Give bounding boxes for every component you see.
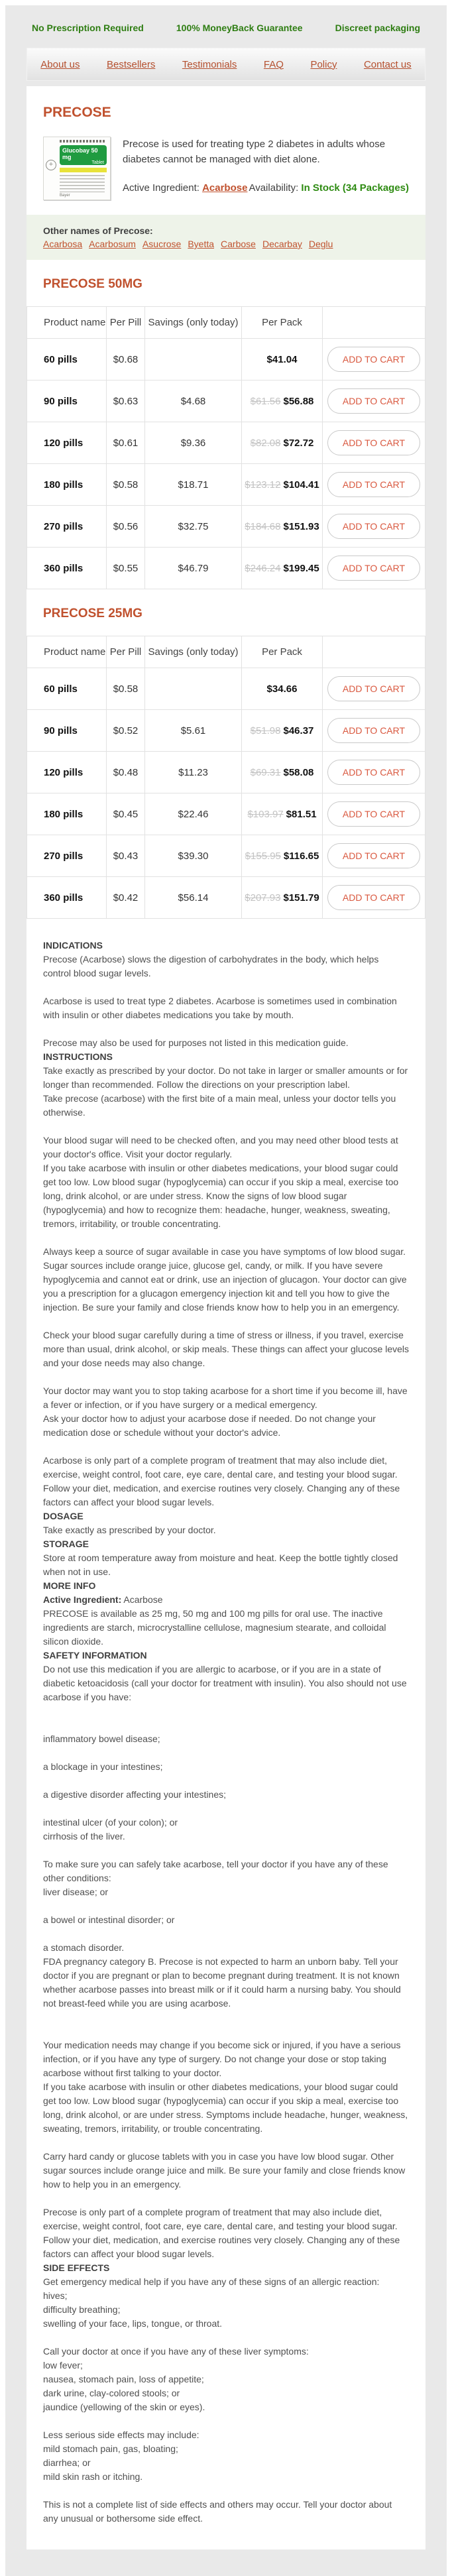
pricing-section-50mg (27, 260, 425, 589)
nav-link-policy[interactable]: Policy (310, 58, 337, 70)
product-name-cell: 120 pills (27, 422, 107, 464)
description-line: swelling of your face, lips, tongue, or throat. (43, 2318, 223, 2329)
per-pill-cell: $0.61 (107, 422, 145, 464)
add-to-cart-button[interactable]: ADD TO CART (327, 885, 420, 910)
add-to-cart-button[interactable]: ADD TO CART (327, 760, 420, 785)
product-name-cell: 90 pills (27, 381, 107, 422)
description-line: cirrhosis of the liver. (43, 1831, 125, 1842)
description-line (43, 1802, 409, 1816)
active-ingredient (123, 182, 247, 194)
nav-link-contact-us[interactable]: Contact us (363, 58, 412, 70)
description-line: Precose (Acarbose) slows the digestion of carbohydrates in the body, which helps control blood sugar levels. (43, 954, 379, 978)
nav-link-testimonials[interactable]: Testimonials (182, 58, 237, 70)
savings-cell: $4.68 (145, 381, 242, 422)
pack-price: $151.79 (283, 892, 319, 904)
savings-cell: $56.14 (145, 877, 242, 919)
other-names-strip (27, 215, 425, 260)
availability (249, 182, 409, 194)
savings-cell: $11.23 (145, 752, 242, 793)
per-pill-cell: $0.56 (107, 506, 145, 548)
top-claims-bar (27, 15, 425, 41)
description-section-heading: DOSAGE (43, 1511, 84, 1521)
price-row (27, 339, 425, 381)
pricing-table (27, 636, 425, 919)
old-price: $103.97 (247, 808, 284, 820)
description-line: Check your blood sugar carefully during a time of stress or illness, if you travel, exercise more than usual, drink alcohol, or skip meals. These things can affect your glucose levels and your dose needs may also change. (43, 1330, 409, 1368)
top-bar-claim: No Prescription Required (32, 23, 144, 33)
per-pack-cell (242, 752, 323, 793)
description-line: liver disease; or (43, 1887, 109, 1897)
description-line (43, 1844, 409, 1857)
box-yellow-stripe (60, 168, 107, 172)
button-cell (323, 506, 425, 548)
description-line (43, 1704, 409, 1718)
description-line (43, 1899, 409, 1913)
per-pack-cell (242, 835, 323, 877)
savings-cell: $39.30 (145, 835, 242, 877)
top-bar-claim: 100% MoneyBack Guarantee (176, 23, 303, 33)
per-pill-cell: $0.48 (107, 752, 145, 793)
description-line: mild skin rash or itching. (43, 2471, 143, 2482)
button-cell (323, 877, 425, 919)
description-line: a stomach disorder. (43, 1942, 125, 1953)
description-line (43, 2484, 409, 2498)
pricing-table (27, 306, 425, 589)
description-line (43, 980, 409, 994)
description-line (43, 1927, 409, 1941)
description-line: Less serious side effects may include: (43, 2430, 199, 2440)
savings-cell (145, 668, 242, 710)
column-header: Per Pack (242, 636, 323, 668)
description-line: If you take acarbose with insulin or other diabetes medications, your blood sugar could get too low. Low blood sugar (hypoglycemia) can occur if you skip a meal, exercise too long, drink alcohol, or are under stress. Symptoms include headache, hunger, weakness, sweating, tremors, irritability, or trouble concentrating. (43, 2081, 408, 2134)
button-cell (323, 793, 425, 835)
description-line: To make sure you can safely take acarbose, tell your doctor if you have any of these other conditions: (43, 1859, 388, 1883)
add-to-cart-button[interactable]: ADD TO CART (327, 472, 420, 497)
per-pill-cell: $0.63 (107, 381, 145, 422)
old-price: $61.56 (250, 395, 281, 407)
pack-price: $104.41 (283, 479, 319, 491)
button-cell (323, 381, 425, 422)
description-line: Your medication needs may change if you become sick or injured, if you have a serious infection, or if you have any type of surgery. Do not change your dose or stop taking acarbose without first talking to your doctor. (43, 2040, 401, 2078)
description-line: Your blood sugar will need to be checked often, and you may need other blood tests at your doctor's office. Visit your doctor regularly. (43, 1135, 398, 1159)
box-label (60, 145, 107, 165)
description-line: Call your doctor at once if you have any of these liver symptoms: (43, 2346, 309, 2357)
description-line: Carry hard candy or glucose tablets with you in case you have low blood sugar. Other sugar sources include orange juice and milk. Be sure your family and close friends know how to help you in an emergency. (43, 2151, 406, 2190)
per-pill-cell: $0.58 (107, 668, 145, 710)
button-cell (323, 464, 425, 506)
price-row (27, 381, 425, 422)
product-name-cell: 180 pills (27, 464, 107, 506)
other-name-link[interactable]: Acarbosa (43, 239, 83, 249)
old-price: $155.95 (245, 850, 281, 862)
pack-price: $72.72 (283, 437, 314, 449)
description-line (43, 2414, 409, 2428)
other-name-link[interactable]: Decarbay (262, 239, 302, 249)
price-row (27, 668, 425, 710)
description-line (43, 1440, 409, 1454)
pack-price: $46.37 (283, 725, 314, 736)
add-to-cart-button[interactable]: ADD TO CART (327, 676, 420, 701)
description-line: Always keep a source of sugar available in case you have symptoms of low blood sugar. Sugar sources include orange juice, glucose gel, candy, or milk. If you have severe hypoglycemia and cannot eat or drink, use an injection of glucagon. Your doctor can give you a prescription for a glucagon emergency injection kit and tell you how to give the injection. Be sure your family and close friends know how to help you in an emergency. (43, 1246, 407, 1313)
description-line: low fever; (43, 2360, 83, 2371)
price-row (27, 422, 425, 464)
description-line: jaundice (yellowing of the skin or eyes). (43, 2402, 205, 2412)
price-row (27, 793, 425, 835)
add-to-cart-button[interactable]: ADD TO CART (327, 347, 420, 372)
description-line: If you take acarbose with insulin or other diabetes medications, your blood sugar could get too low. Low blood sugar (hypoglycemia) can occur if you skip a meal, exercise too long, drink alcohol, or are under stress. Know the signs of low blood sugar (hypoglycemia) and how to recognize them: headache, hunger, weakness, sweating, tremors, irritability, or trouble concentrating. (43, 1163, 399, 1229)
other-name-link[interactable]: Asucrose (142, 239, 182, 249)
box-form-text: Tablet (91, 160, 104, 165)
price-row (27, 835, 425, 877)
column-header: Savings (only today) (145, 636, 242, 668)
box-fineprint-lines (60, 175, 105, 192)
add-to-cart-button[interactable]: ADD TO CART (327, 801, 420, 827)
savings-cell: $22.46 (145, 793, 242, 835)
nav-link-bestsellers[interactable]: Bestsellers (106, 58, 156, 70)
description-line (43, 1746, 409, 1760)
availability-value: In Stock (34 Packages) (301, 182, 409, 194)
button-cell (323, 548, 425, 589)
column-header: Per Pack (242, 307, 323, 339)
description-line (43, 2331, 409, 2345)
description-line: Take exactly as prescribed by your doctor. (43, 1525, 216, 1535)
button-cell (323, 710, 425, 752)
description-line: Acarbose is used to treat type 2 diabetes. Acarbose is sometimes used in combination with insulin or other diabetes medications you take by mouth. (43, 996, 397, 1020)
pack-price: $199.45 (283, 562, 319, 574)
product-name-cell: 90 pills (27, 710, 107, 752)
old-price: $246.24 (245, 562, 281, 574)
old-price: $207.93 (245, 892, 281, 904)
per-pill-cell: $0.68 (107, 339, 145, 381)
availability-label: Availability: (249, 182, 299, 194)
description-line: nausea, stomach pain, loss of appetite; (43, 2374, 204, 2384)
description-line: a digestive disorder affecting your intestines; (43, 1789, 227, 1800)
description-line: Ask your doctor how to adjust your acarbose dose if needed. Do not change your medication dose or schedule without your doctor's advice. (43, 1413, 376, 1438)
description-line: Take precose (acarbose) with the first bite of a main meal, unless your doctor tells you otherwise. (43, 1093, 396, 1118)
description-line: Your doctor may want you to stop taking acarbose for a short time if you become ill, have a fever or infection, or if you have surgery or a medical emergency. (43, 1385, 408, 1410)
description-line: PRECOSE is available as 25 mg, 50 mg and 100 mg pills for oral use. The inactive ingredients are starch, microcrystalline cellulose, magnesium stearate, and colloidal silicon dioxide. (43, 1608, 386, 1647)
savings-cell: $9.36 (145, 422, 242, 464)
add-to-cart-button[interactable]: ADD TO CART (327, 514, 420, 539)
per-pill-cell: $0.58 (107, 464, 145, 506)
description-line (43, 1231, 409, 1245)
description-line: Active Ingredient: Acarbose (43, 1594, 163, 1605)
price-row (27, 710, 425, 752)
add-to-cart-button[interactable]: ADD TO CART (327, 556, 420, 581)
per-pack-cell (242, 548, 323, 589)
button-cell (323, 339, 425, 381)
box-fineprint-top (60, 140, 106, 143)
per-pack-cell (242, 381, 323, 422)
per-pack-cell (242, 339, 323, 381)
description-section-heading: INDICATIONS (43, 940, 103, 951)
description-line: Store at room temperature away from moisture and heat. Keep the bottle tightly closed when not in use. (43, 1552, 398, 1577)
per-pill-cell: $0.42 (107, 877, 145, 919)
add-to-cart-button[interactable]: ADD TO CART (327, 718, 420, 743)
pack-price: $41.04 (266, 353, 298, 365)
description-line: Get emergency medical help if you have any of these signs of an allergic reaction: (43, 2276, 380, 2287)
per-pill-cell: $0.43 (107, 835, 145, 877)
pack-price: $116.65 (283, 850, 319, 862)
old-price: $184.68 (245, 520, 281, 532)
column-header: Product name (27, 307, 107, 339)
pack-price: $34.66 (266, 683, 298, 695)
product-summary (27, 134, 425, 215)
per-pill-cell: $0.55 (107, 548, 145, 589)
button-cell (323, 835, 425, 877)
description-line: FDA pregnancy category B. Precose is not expected to harm an unborn baby. Tell your doctor if you are pregnant or plan to become pregnant during treatment. It is not known whether acarbose passes into breast milk or if it could harm a nursing baby. You should not breast-feed while you are using acarbose. (43, 1956, 401, 2009)
description-line: Do not use this medication if you are allergic to acarbose, or if you are in a state of diabetic ketoacidosis (call your doctor for treatment with insulin). You also should not use acarbose if you have: (43, 1664, 407, 1702)
price-row (27, 752, 425, 793)
add-to-cart-button[interactable]: ADD TO CART (327, 388, 420, 414)
savings-cell (145, 339, 242, 381)
top-bar-claim: Discreet packaging (335, 23, 420, 33)
description-line (43, 1120, 409, 1134)
button-cell (323, 668, 425, 710)
description-line (43, 1315, 409, 1328)
product-box-image (43, 137, 111, 200)
column-header (323, 307, 425, 339)
pack-price: $151.93 (283, 520, 319, 532)
price-row (27, 877, 425, 919)
description-line (43, 2192, 409, 2205)
description-section-heading: STORAGE (43, 1539, 89, 1549)
pack-price: $81.51 (286, 808, 317, 820)
nav-link-faq[interactable]: FAQ (263, 58, 284, 70)
description-line (43, 1022, 409, 1036)
box-brand-text: Glucobay 50 mg (62, 147, 98, 160)
description-line (43, 1370, 409, 1384)
price-row (27, 464, 425, 506)
column-header: Per Pill (107, 307, 145, 339)
description-line: difficulty breathing; (43, 2304, 121, 2315)
old-price: $123.12 (245, 479, 281, 491)
per-pack-cell (242, 506, 323, 548)
product-name-cell: 360 pills (27, 548, 107, 589)
active-ingredient-label: Active Ingredient: (123, 182, 199, 194)
other-name-link[interactable]: Byetta (188, 239, 215, 249)
nav-link-about-us[interactable]: About us (40, 58, 80, 70)
description-line (43, 1718, 409, 1732)
bayer-logo-icon: + (46, 160, 56, 170)
old-price: $82.08 (250, 437, 281, 449)
description-line: Acarbose is only part of a complete program of treatment that may also include diet, exercise, weight control, foot care, eye care, dental care, and testing your blood sugar. Follow your diet, medication, and exercise routines very closely. Changing any of these factors can affect your blood sugar levels. (43, 1455, 400, 1507)
column-header: Per Pill (107, 636, 145, 668)
description-line: dark urine, clay-colored stools; or (43, 2388, 180, 2398)
other-name-link[interactable]: Carbose (221, 239, 256, 249)
page-title: PRECOSE (43, 105, 111, 120)
pack-price: $58.08 (283, 766, 314, 778)
per-pack-cell (242, 710, 323, 752)
product-name-cell: 60 pills (27, 668, 107, 710)
description-line (43, 2011, 409, 2024)
product-name-cell: 270 pills (27, 835, 107, 877)
description-section-heading: SAFETY INFORMATION (43, 1650, 147, 1661)
description-line: This is not a complete list of side effects and others may occur. Tell your doctor about any unusual or bothersome side effect. (43, 2499, 392, 2524)
description-line: Precose may also be used for purposes not listed in this medication guide. (43, 1037, 349, 1048)
savings-cell: $32.75 (145, 506, 242, 548)
per-pack-cell (242, 464, 323, 506)
description-line: hives; (43, 2290, 68, 2301)
description-line: inflammatory bowel disease; (43, 1733, 160, 1744)
description-line: diarrhea; or (43, 2457, 91, 2468)
description-line (43, 2136, 409, 2150)
old-price: $69.31 (250, 766, 281, 778)
description-line: a blockage in your intestines; (43, 1761, 163, 1772)
column-header: Product name (27, 636, 107, 668)
pricing-table-title: PRECOSE 50MG (43, 277, 142, 291)
description-section-heading: INSTRUCTIONS (43, 1051, 113, 1062)
description-line: Take exactly as prescribed by your doctor. Do not take in larger or smaller amounts or for longer than recommended. Follow the directions on your prescription label. (43, 1065, 408, 1090)
description-line (43, 2024, 409, 2038)
active-ingredient-link[interactable]: Acarbose (202, 182, 248, 194)
description-section-heading: SIDE EFFECTS (43, 2262, 110, 2273)
pricing-section-25mg (27, 589, 425, 919)
button-cell (323, 422, 425, 464)
per-pill-cell: $0.45 (107, 793, 145, 835)
savings-cell: $46.79 (145, 548, 242, 589)
savings-cell: $5.61 (145, 710, 242, 752)
pricing-table-title: PRECOSE 25MG (43, 607, 142, 620)
price-row (27, 548, 425, 589)
button-cell (323, 752, 425, 793)
other-name-link[interactable]: Deglu (308, 239, 333, 249)
per-pack-cell (242, 668, 323, 710)
product-name-cell: 270 pills (27, 506, 107, 548)
per-pill-cell: $0.52 (107, 710, 145, 752)
add-to-cart-button[interactable]: ADD TO CART (327, 843, 420, 868)
old-price: $51.98 (250, 725, 281, 736)
pack-price: $56.88 (283, 395, 314, 407)
description-line: mild stomach pain, gas, bloating; (43, 2443, 178, 2454)
column-header (323, 636, 425, 668)
drug-information-text (27, 919, 425, 2531)
per-pack-cell (242, 422, 323, 464)
column-header: Savings (only today) (145, 307, 242, 339)
per-pack-cell (242, 793, 323, 835)
description-line (43, 1774, 409, 1788)
other-names-label: Other names of Precose: (43, 225, 153, 236)
content-panel (27, 86, 425, 2549)
product-name-cell: 360 pills (27, 877, 107, 919)
main-nav (27, 48, 425, 81)
page-background (5, 5, 447, 2576)
description-line: intestinal ulcer (of your colon); or (43, 1817, 178, 1828)
description-line: Precose is only part of a complete program of treatment that may also include diet, exercise, weight control, foot care, eye care, dental care, and testing your blood sugar. Follow your diet, medication, and exercise routines very closely. Changing any of these factors can affect your blood sugar levels. (43, 2207, 400, 2259)
description-line: a bowel or intestinal disorder; or (43, 1914, 175, 1925)
product-name-cell: 120 pills (27, 752, 107, 793)
product-name-cell: 180 pills (27, 793, 107, 835)
savings-cell: $18.71 (145, 464, 242, 506)
price-row (27, 506, 425, 548)
other-name-link[interactable]: Acarbosum (89, 239, 136, 249)
other-names-links (43, 239, 333, 249)
description-section-heading: MORE INFO (43, 1580, 96, 1591)
box-maker-text: Bayer (60, 194, 70, 198)
per-pack-cell (242, 877, 323, 919)
add-to-cart-button[interactable]: ADD TO CART (327, 430, 420, 455)
product-name-cell: 60 pills (27, 339, 107, 381)
product-description: Precose is used for treating type 2 diabetes in adults whose diabetes cannot be managed with diet alone. (123, 139, 386, 166)
